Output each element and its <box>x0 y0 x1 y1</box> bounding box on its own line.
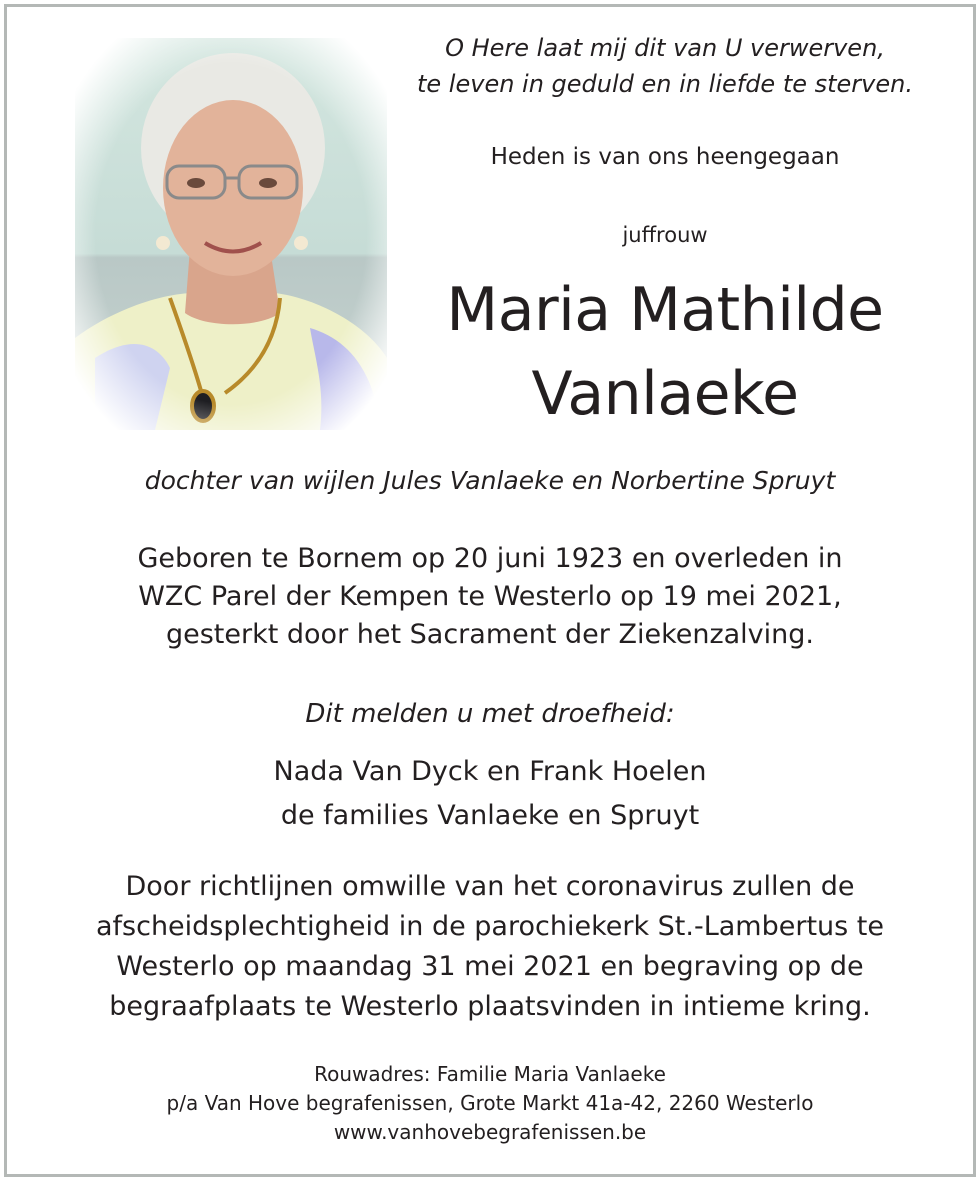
verse-line: te leven in geduld en in liefde te sterven. <box>417 70 913 98</box>
verse <box>400 30 930 102</box>
mourning-address <box>0 1060 980 1147</box>
mourner-line: de families Vanlaeke en Spruyt <box>280 800 700 831</box>
details-line: gesterkt door het Sacrament der Ziekenzalving. <box>165 619 814 650</box>
parents-line: dochter van wijlen Jules Vanlaeke en Norbertine Spruyt <box>144 466 836 495</box>
notice-line: afscheidsplechtigheid in de parochiekerk St.-Lambertus te <box>95 911 885 942</box>
details-line: WZC Parel der Kempen te Westerlo op 19 mei 2021, <box>138 581 842 612</box>
portrait-photo <box>75 38 387 430</box>
mourner-line: Nada Van Dyck en Frank Hoelen <box>273 756 707 787</box>
website-link[interactable]: www.vanhovebegrafenissen.be <box>333 1120 647 1144</box>
honorific: juffrouw <box>622 223 708 247</box>
intro-text: Heden is van ons heengegaan <box>490 144 840 170</box>
birth-death-details <box>0 540 980 654</box>
sorrow-heading: Dit melden u met droefheid: <box>305 699 675 729</box>
notice-line: Westerlo op maandag 31 mei 2021 en begraving op de <box>116 951 864 982</box>
deceased-name <box>390 268 940 436</box>
deceased-name-line: Vanlaeke <box>531 359 799 429</box>
address-line: p/a Van Hove begrafenissen, Grote Markt 41a-42, 2260 Westerlo <box>166 1091 814 1115</box>
notice-line: Door richtlijnen omwille van het coronavirus zullen de <box>125 871 855 902</box>
verse-line: O Here laat mij dit van U verwerven, <box>445 34 885 62</box>
details-line: Geboren te Bornem op 20 juni 1923 en overleden in <box>137 543 843 574</box>
funeral-notice <box>0 867 980 1027</box>
notice-line: begraafplaats te Westerlo plaatsvinden in intieme kring. <box>109 991 871 1022</box>
deceased-name-line: Maria Mathilde <box>446 275 884 345</box>
address-line: Rouwadres: Familie Maria Vanlaeke <box>314 1062 666 1086</box>
mourners <box>0 750 980 838</box>
